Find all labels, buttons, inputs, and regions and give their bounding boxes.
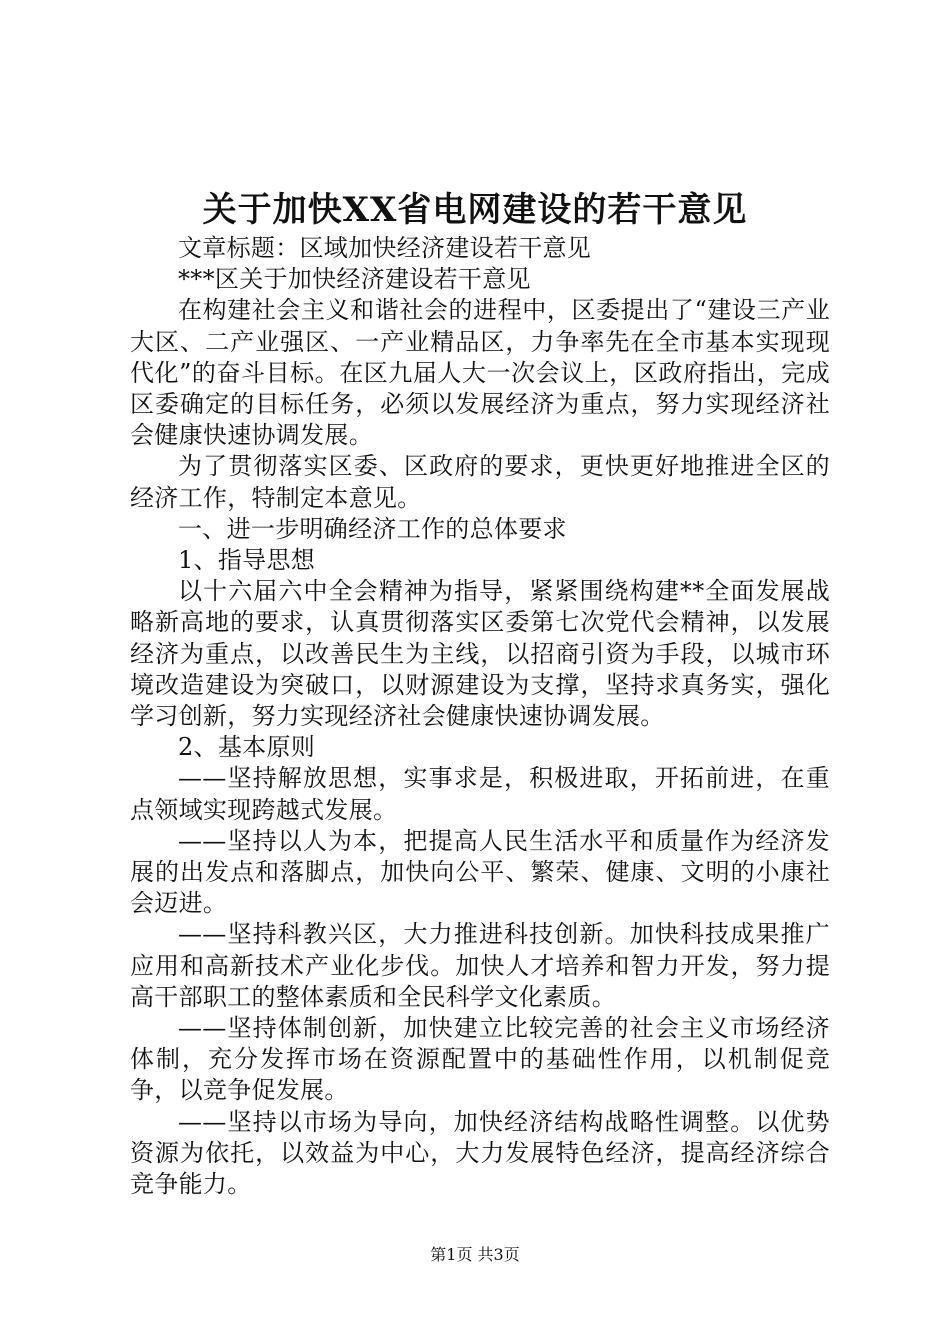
document-body [130,233,830,1200]
subsection-heading-guiding-ideology: 1、指导思想 [178,546,316,575]
paragraph-purpose: 为了贯彻落实区委、区政府的要求，更快更好地推进全区的经济工作，特制定本意见。 [130,452,830,512]
section-heading-1: 一、进一步明确经济工作的总体要求 [178,514,567,543]
principle-item: ——坚持解放思想，实事求是，积极进取，开拓前进，在重点领域实现跨越式发展。 [130,764,830,824]
paragraph-guiding-ideology: 以十六届六中全会精神为指导，紧紧围绕构建**全面发展战略新高地的要求，认真贯彻落实区委第七次党代会精神，以发展经济为重点，以改善民生为主线，以招商引资为手段，以城市环境改造建设为突破口，以财源建设为支撑，坚持求真务实，强化学习创新，努力实现经济社会健康快速协调发展。 [130,577,830,731]
document-title: 关于加快XX省电网建设的若干意见 [202,190,748,230]
paragraph-intro: 在构建社会主义和谐社会的进程中，区委提出了“建设三产业大区、二产业强区、一产业精品区，力争率先在全市基本实现现代化”的奋斗目标。在区九届人大一次会议上，区政府指出，完成区委确定的目标任务，必须以发展经济为重点，努力实现经济社会健康快速协调发展。 [130,296,830,450]
principle-item: ——坚持以市场为导向，加快经济结构战略性调整。以优势资源为依托，以效益为中心，大力发展特色经济，提高经济综合竞争能力。 [130,1107,830,1199]
principle-item: ——坚持科教兴区，大力推进科技创新。加快科技成果推广应用和高新技术产业化步伐。加快人才培养和智力开发，努力提高干部职工的整体素质和全民科学文化素质。 [130,920,830,1011]
subsection-heading-basic-principles: 2、基本原则 [178,733,316,762]
paragraph-article-title: 文章标题：区域加快经济建设若干意见 [178,234,592,262]
paragraph-subtitle: ***区关于加快经济建设若干意见 [178,265,531,294]
principle-item: ——坚持以人为本，把提高人民生活水平和质量作为经济发展的出发点和落脚点，加快向公平、繁荣、健康、文明的小康社会迈进。 [130,826,830,918]
principle-item: ——坚持体制创新，加快建立比较完善的社会主义市场经济体制，充分发挥市场在资源配置中的基础性作用，以机制促竞争，以竞争促发展。 [130,1014,830,1105]
page-footer: 第1页 共3页 [430,1245,520,1264]
